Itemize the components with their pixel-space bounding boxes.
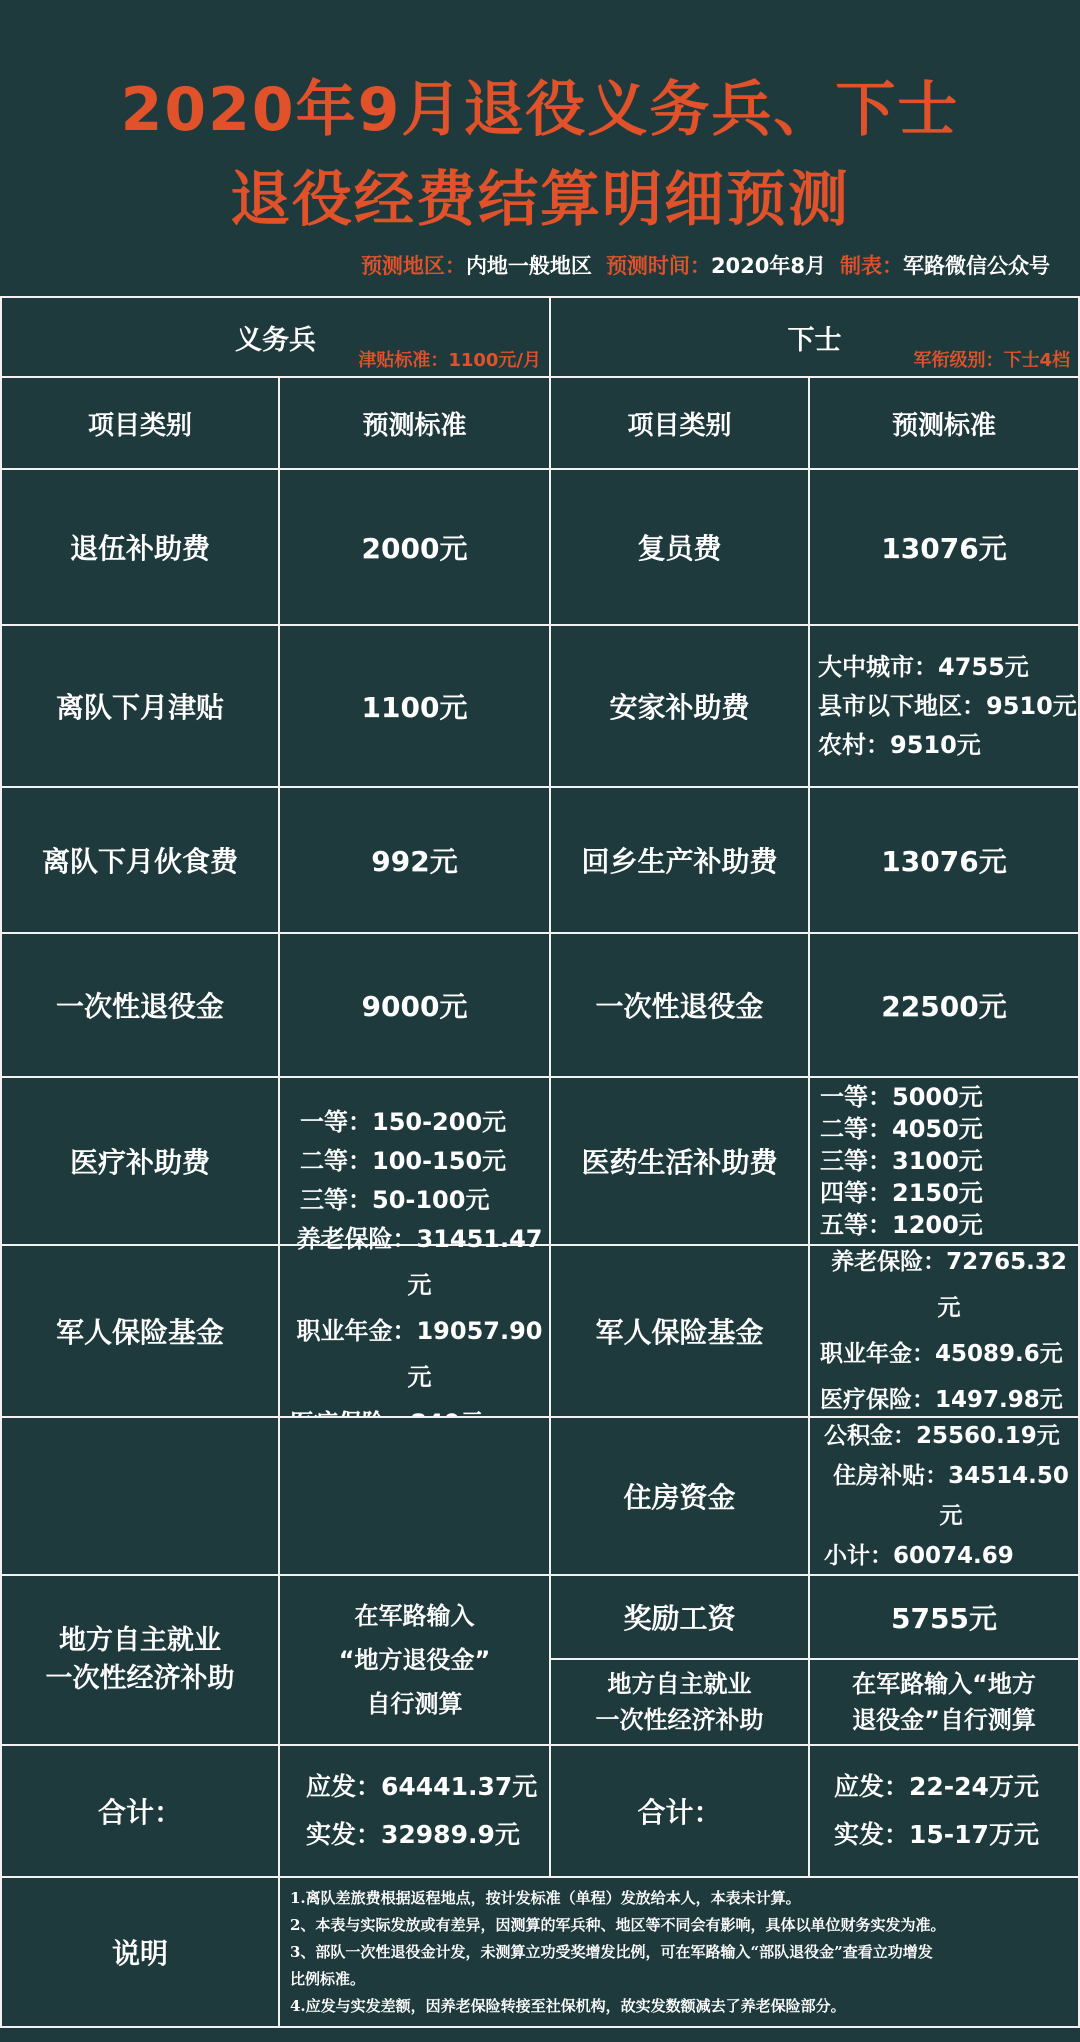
row8-value-left-line: 在军路输入 (354, 1602, 475, 1630)
row4-value-left: 9000元 (278, 932, 551, 1078)
list-item: 县市以下地区：9510元 (818, 691, 1077, 720)
col-header-standard-right: 预测标准 (808, 376, 1080, 470)
row6-item-right: 军人保险基金 (549, 1244, 810, 1418)
total-line: 实发：32989.9元 (306, 1820, 520, 1849)
list-item: 公积金：25560.19元 (824, 1423, 1060, 1449)
row8-item-left-line: 一次性经济补助 (45, 1663, 235, 1694)
row2-value-left: 1100元 (278, 624, 551, 788)
row8-value-left-line: “地方退役金” (338, 1646, 491, 1674)
col-header-standard-left: 预测标准 (278, 376, 551, 470)
row5-item-left: 医疗补助费 (0, 1076, 280, 1246)
list-item: 养老保险：31451.47元 (296, 1225, 543, 1299)
total-line: 应发：64441.37元 (306, 1772, 538, 1801)
row8-value-left-line: 自行测算 (366, 1690, 463, 1718)
row8b-value-right-line: 退役金”自行测算 (852, 1706, 1036, 1734)
total-line: 实发：15-17万元 (834, 1820, 1039, 1849)
note-line: 比例标准。 (290, 1969, 366, 1988)
note-line: 2、本表与实际发放或有差异，因测算的军兵种、地区等不同会有影响，具体以单位财务实发为准。 (290, 1915, 946, 1934)
note-line: 4.应发与实发差额，因养老保险转接至社保机构，故实发数额减去了养老保险部分。 (290, 1996, 846, 2015)
row6-value-right (808, 1244, 1080, 1418)
row3-item-left: 离队下月伙食费 (0, 786, 280, 934)
time-value: 2020年8月 (710, 254, 826, 278)
list-item: 医疗保险：1497.98元 (820, 1387, 1063, 1413)
row8b-value-right-line: 在军路输入“地方 (852, 1670, 1036, 1698)
notes-content (278, 1876, 1080, 2028)
page-subtitle: 退役经费结算明细预测 (230, 165, 850, 235)
row7-value-left-empty (278, 1416, 551, 1576)
col-header-item-right: 项目类别 (549, 376, 810, 470)
notes-label: 说明 (0, 1876, 280, 2028)
row8a-value-right: 5755元 (808, 1574, 1080, 1660)
row1-value-left: 2000元 (278, 468, 551, 626)
group-note-left: 津贴标准：1100元/月 (358, 350, 541, 371)
region-label: 预测地区： (360, 254, 466, 278)
region-value: 内地一般地区 (465, 254, 592, 278)
total-value-left (278, 1744, 551, 1878)
list-item: 住房补贴：34514.50元 (833, 1463, 1069, 1529)
group-name-left: 义务兵 (235, 324, 316, 356)
row8-value-left (278, 1574, 551, 1746)
group-header-right (549, 296, 1080, 378)
row1-item-left: 退伍补助费 (0, 468, 280, 626)
list-item: 一等：5000元 (820, 1083, 983, 1111)
list-item: 一等：150-200元 (300, 1107, 507, 1136)
maker-label: 制表： (840, 254, 903, 278)
row3-item-right: 回乡生产补助费 (549, 786, 810, 934)
row6-item-left: 军人保险基金 (0, 1244, 280, 1418)
row5-value-right (808, 1076, 1080, 1246)
row7-item-left-empty (0, 1416, 280, 1576)
row8-item-left-line: 地方自主就业 (59, 1625, 221, 1656)
group-header-left (0, 296, 551, 378)
row8-item-left (0, 1574, 280, 1746)
bottom-bar (0, 2028, 1080, 2042)
list-item: 五等：1200元 (820, 1211, 983, 1239)
maker-value: 军路微信公众号 (903, 254, 1050, 278)
row7-item-right: 住房资金 (549, 1416, 810, 1576)
row2-value-right (808, 624, 1080, 788)
row2-item-right: 安家补助费 (549, 624, 810, 788)
meta-line (361, 250, 1050, 280)
page-title: 2020年9月退役义务兵、下士 (120, 75, 960, 145)
group-note-right: 军衔级别：下士4档 (913, 350, 1070, 371)
row1-value-right: 13076元 (808, 468, 1080, 626)
row7-value-right (808, 1416, 1080, 1576)
row4-item-right: 一次性退役金 (549, 932, 810, 1078)
list-item: 农村：9510元 (818, 730, 981, 759)
total-label-right: 合计： (549, 1744, 810, 1878)
list-item: 二等：4050元 (820, 1115, 983, 1143)
total-line: 应发：22-24万元 (834, 1772, 1039, 1801)
col-header-item-left: 项目类别 (0, 376, 280, 470)
list-item: 职业年金：45089.6元 (820, 1341, 1063, 1367)
row4-item-left: 一次性退役金 (0, 932, 280, 1078)
list-item: 养老保险：72765.32元 (831, 1249, 1067, 1321)
header (0, 0, 1080, 296)
row8b-item-right-line: 一次性经济补助 (595, 1706, 764, 1734)
list-item: 三等：50-100元 (300, 1185, 490, 1214)
row6-value-left (278, 1225, 551, 1418)
note-line: 3、部队一次性退役金计发，未测算立功受奖增发比例，可在军路输入“部队退役金”查看立功增发 (290, 1942, 933, 1961)
row3-value-right: 13076元 (808, 786, 1080, 934)
time-label: 预测时间： (605, 254, 711, 278)
row8b-item-right (549, 1658, 810, 1746)
list-item: 小计：60074.69 (824, 1543, 1014, 1569)
row1-item-right: 复员费 (549, 468, 810, 626)
list-item: 四等：2150元 (820, 1179, 983, 1207)
row5-item-right: 医药生活补助费 (549, 1076, 810, 1246)
list-item: 三等：3100元 (820, 1147, 983, 1175)
row8b-value-right (808, 1658, 1080, 1746)
row8b-item-right-line: 地方自主就业 (607, 1670, 752, 1698)
list-item: 职业年金：19057.90元 (296, 1317, 543, 1391)
row8a-item-right: 奖励工资 (549, 1574, 810, 1660)
row4-value-right: 22500元 (808, 932, 1080, 1078)
note-line: 1.离队差旅费根据返程地点，按计发标准（单程）发放给本人，本表未计算。 (290, 1888, 801, 1907)
row2-item-left: 离队下月津贴 (0, 624, 280, 788)
row3-value-left: 992元 (278, 786, 551, 934)
total-value-right (808, 1744, 1080, 1878)
total-label-left: 合计： (0, 1744, 280, 1878)
list-item: 大中城市：4755元 (818, 652, 1029, 681)
list-item: 二等：100-150元 (300, 1146, 507, 1175)
group-name-right: 下士 (787, 324, 842, 356)
